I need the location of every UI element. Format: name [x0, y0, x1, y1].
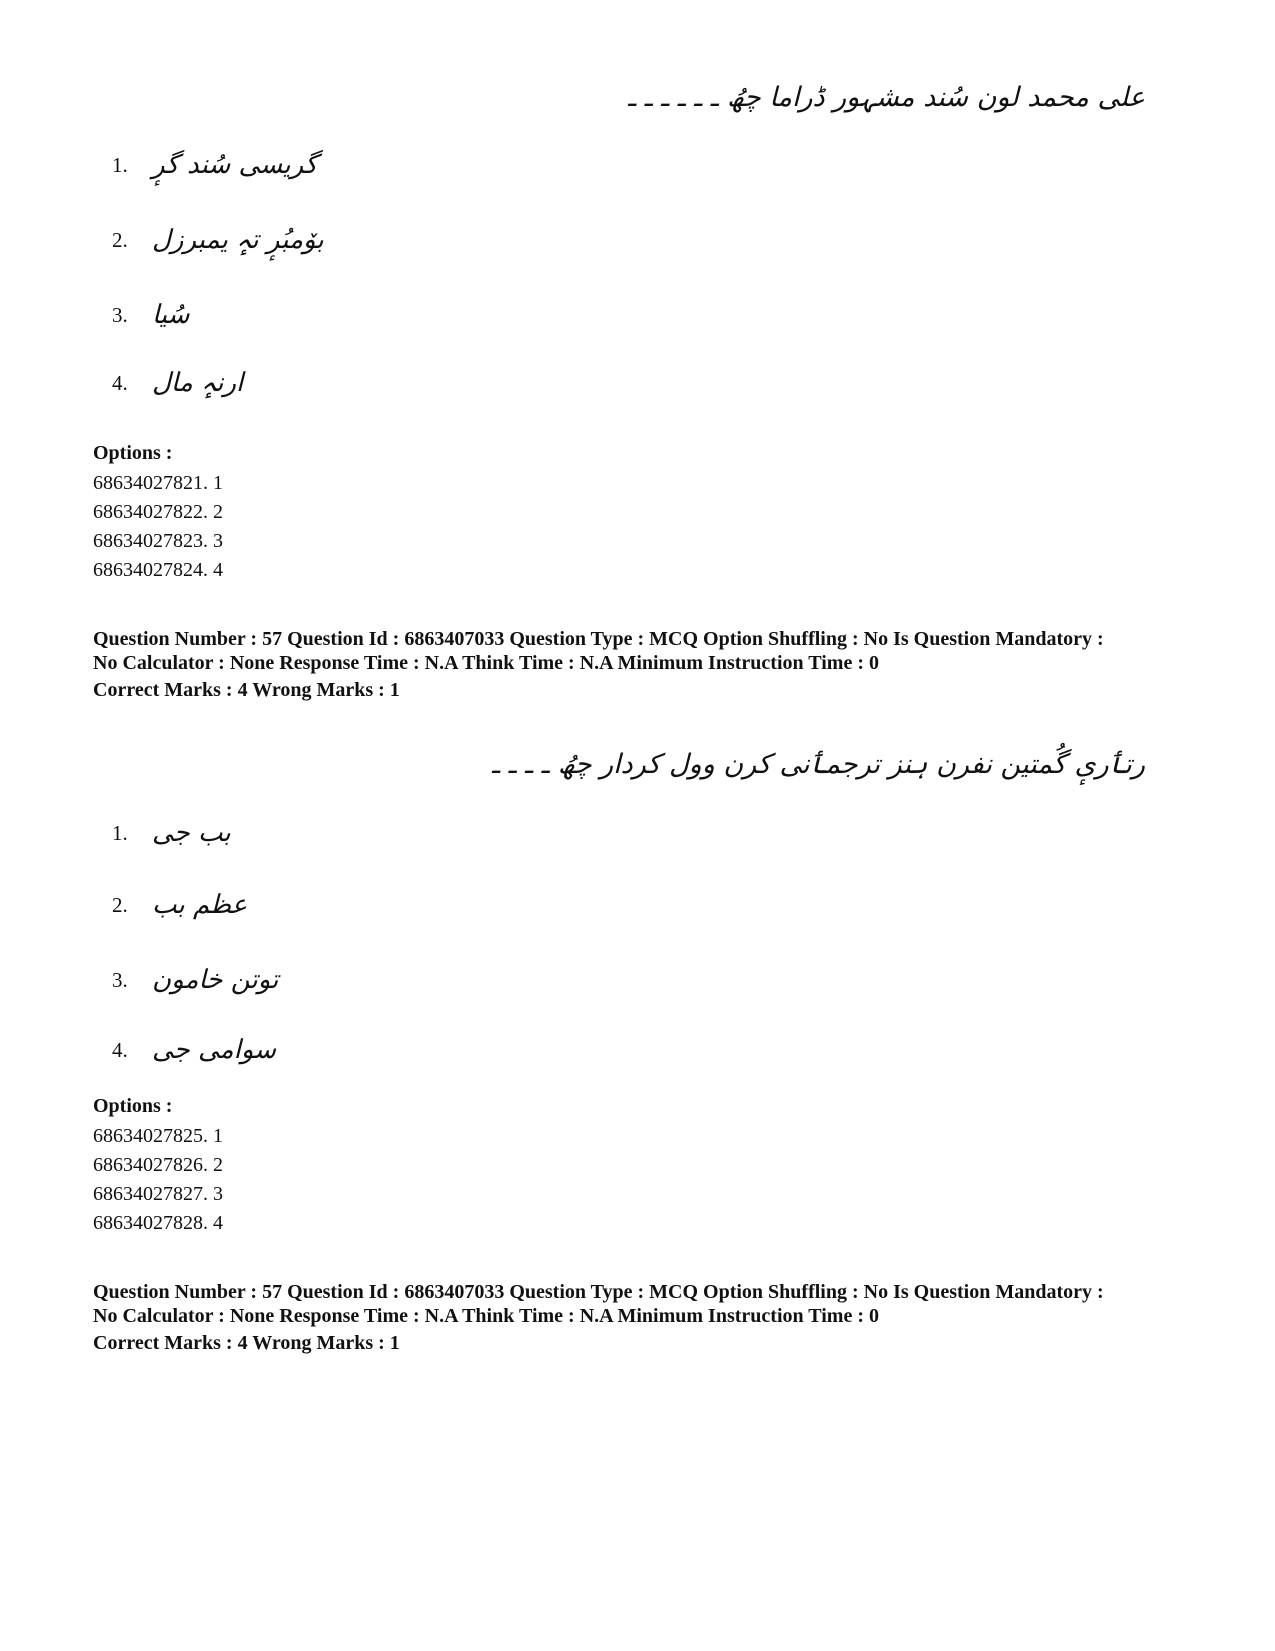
option-id: 68634027821. 1 [93, 472, 223, 494]
meta-line-1: Question Number : 57 Question Id : 6863407033 Question Type : MCQ Option Shuffling : No Is Question Mandatory : [93, 1281, 1104, 1303]
choice-number: 2. [112, 227, 128, 252]
options-heading: Options : [93, 1095, 173, 1117]
option-id: 68634027822. 2 [93, 501, 223, 523]
choice-text: گریسی سُند گرٕ [152, 150, 318, 180]
option-id: 68634027827. 3 [93, 1183, 223, 1205]
choice-1 [112, 818, 231, 848]
choice-number: 4. [112, 370, 128, 395]
option-id: 68634027826. 2 [93, 1154, 223, 1176]
choice-3 [112, 300, 190, 330]
choice-text: سوامی جی [152, 1035, 277, 1065]
question-text: علی محمد لون سُند مشہور ڈراما چھُ ـ ـ ـ ـ ـ ـ [628, 82, 1145, 113]
marks-line: Correct Marks : 4 Wrong Marks : 1 [93, 679, 400, 701]
option-id: 68634027825. 1 [93, 1125, 223, 1147]
choice-text: توتن خامون [152, 965, 279, 995]
meta-line-1: Question Number : 57 Question Id : 6863407033 Question Type : MCQ Option Shuffling : No Is Question Mandatory : [93, 628, 1104, 650]
choice-2 [112, 225, 324, 255]
choice-number: 4. [112, 1037, 128, 1062]
choice-text: ارنہٕ مال [152, 368, 244, 398]
option-id: 68634027824. 4 [93, 559, 223, 581]
question-meta [93, 1280, 1193, 1328]
choice-number: 3. [112, 302, 128, 327]
meta-line-2: No Calculator : None Response Time : N.A Think Time : N.A Minimum Instruction Time : 0 [93, 1305, 879, 1327]
choice-text: عظم بب [152, 890, 248, 920]
question-text: رتٲریٕ گُمتین نفرن ہنز ترجمٲنی کرن وول کردار چھُ ـ ـ ـ ـ [491, 749, 1145, 780]
choice-number: 3. [112, 967, 128, 992]
choice-3 [112, 965, 278, 995]
marks-line: Correct Marks : 4 Wrong Marks : 1 [93, 1332, 400, 1354]
choice-4 [112, 368, 243, 398]
question-meta [93, 627, 1193, 675]
choice-2 [112, 890, 247, 920]
choice-text: سُیا [152, 300, 190, 330]
options-list [93, 469, 223, 585]
option-id: 68634027823. 3 [93, 530, 223, 552]
choice-4 [112, 1035, 276, 1065]
choice-number: 1. [112, 152, 128, 177]
choice-number: 2. [112, 892, 128, 917]
options-list [93, 1122, 223, 1238]
choice-text: بوٚمبُرٕ تہٕ یمبرزل [152, 225, 324, 255]
option-id: 68634027828. 4 [93, 1212, 223, 1234]
choice-text: بب جی [152, 818, 231, 848]
choice-number: 1. [112, 820, 128, 845]
options-heading: Options : [93, 442, 173, 464]
meta-line-2: No Calculator : None Response Time : N.A Think Time : N.A Minimum Instruction Time : 0 [93, 652, 879, 674]
choice-1 [112, 150, 317, 180]
